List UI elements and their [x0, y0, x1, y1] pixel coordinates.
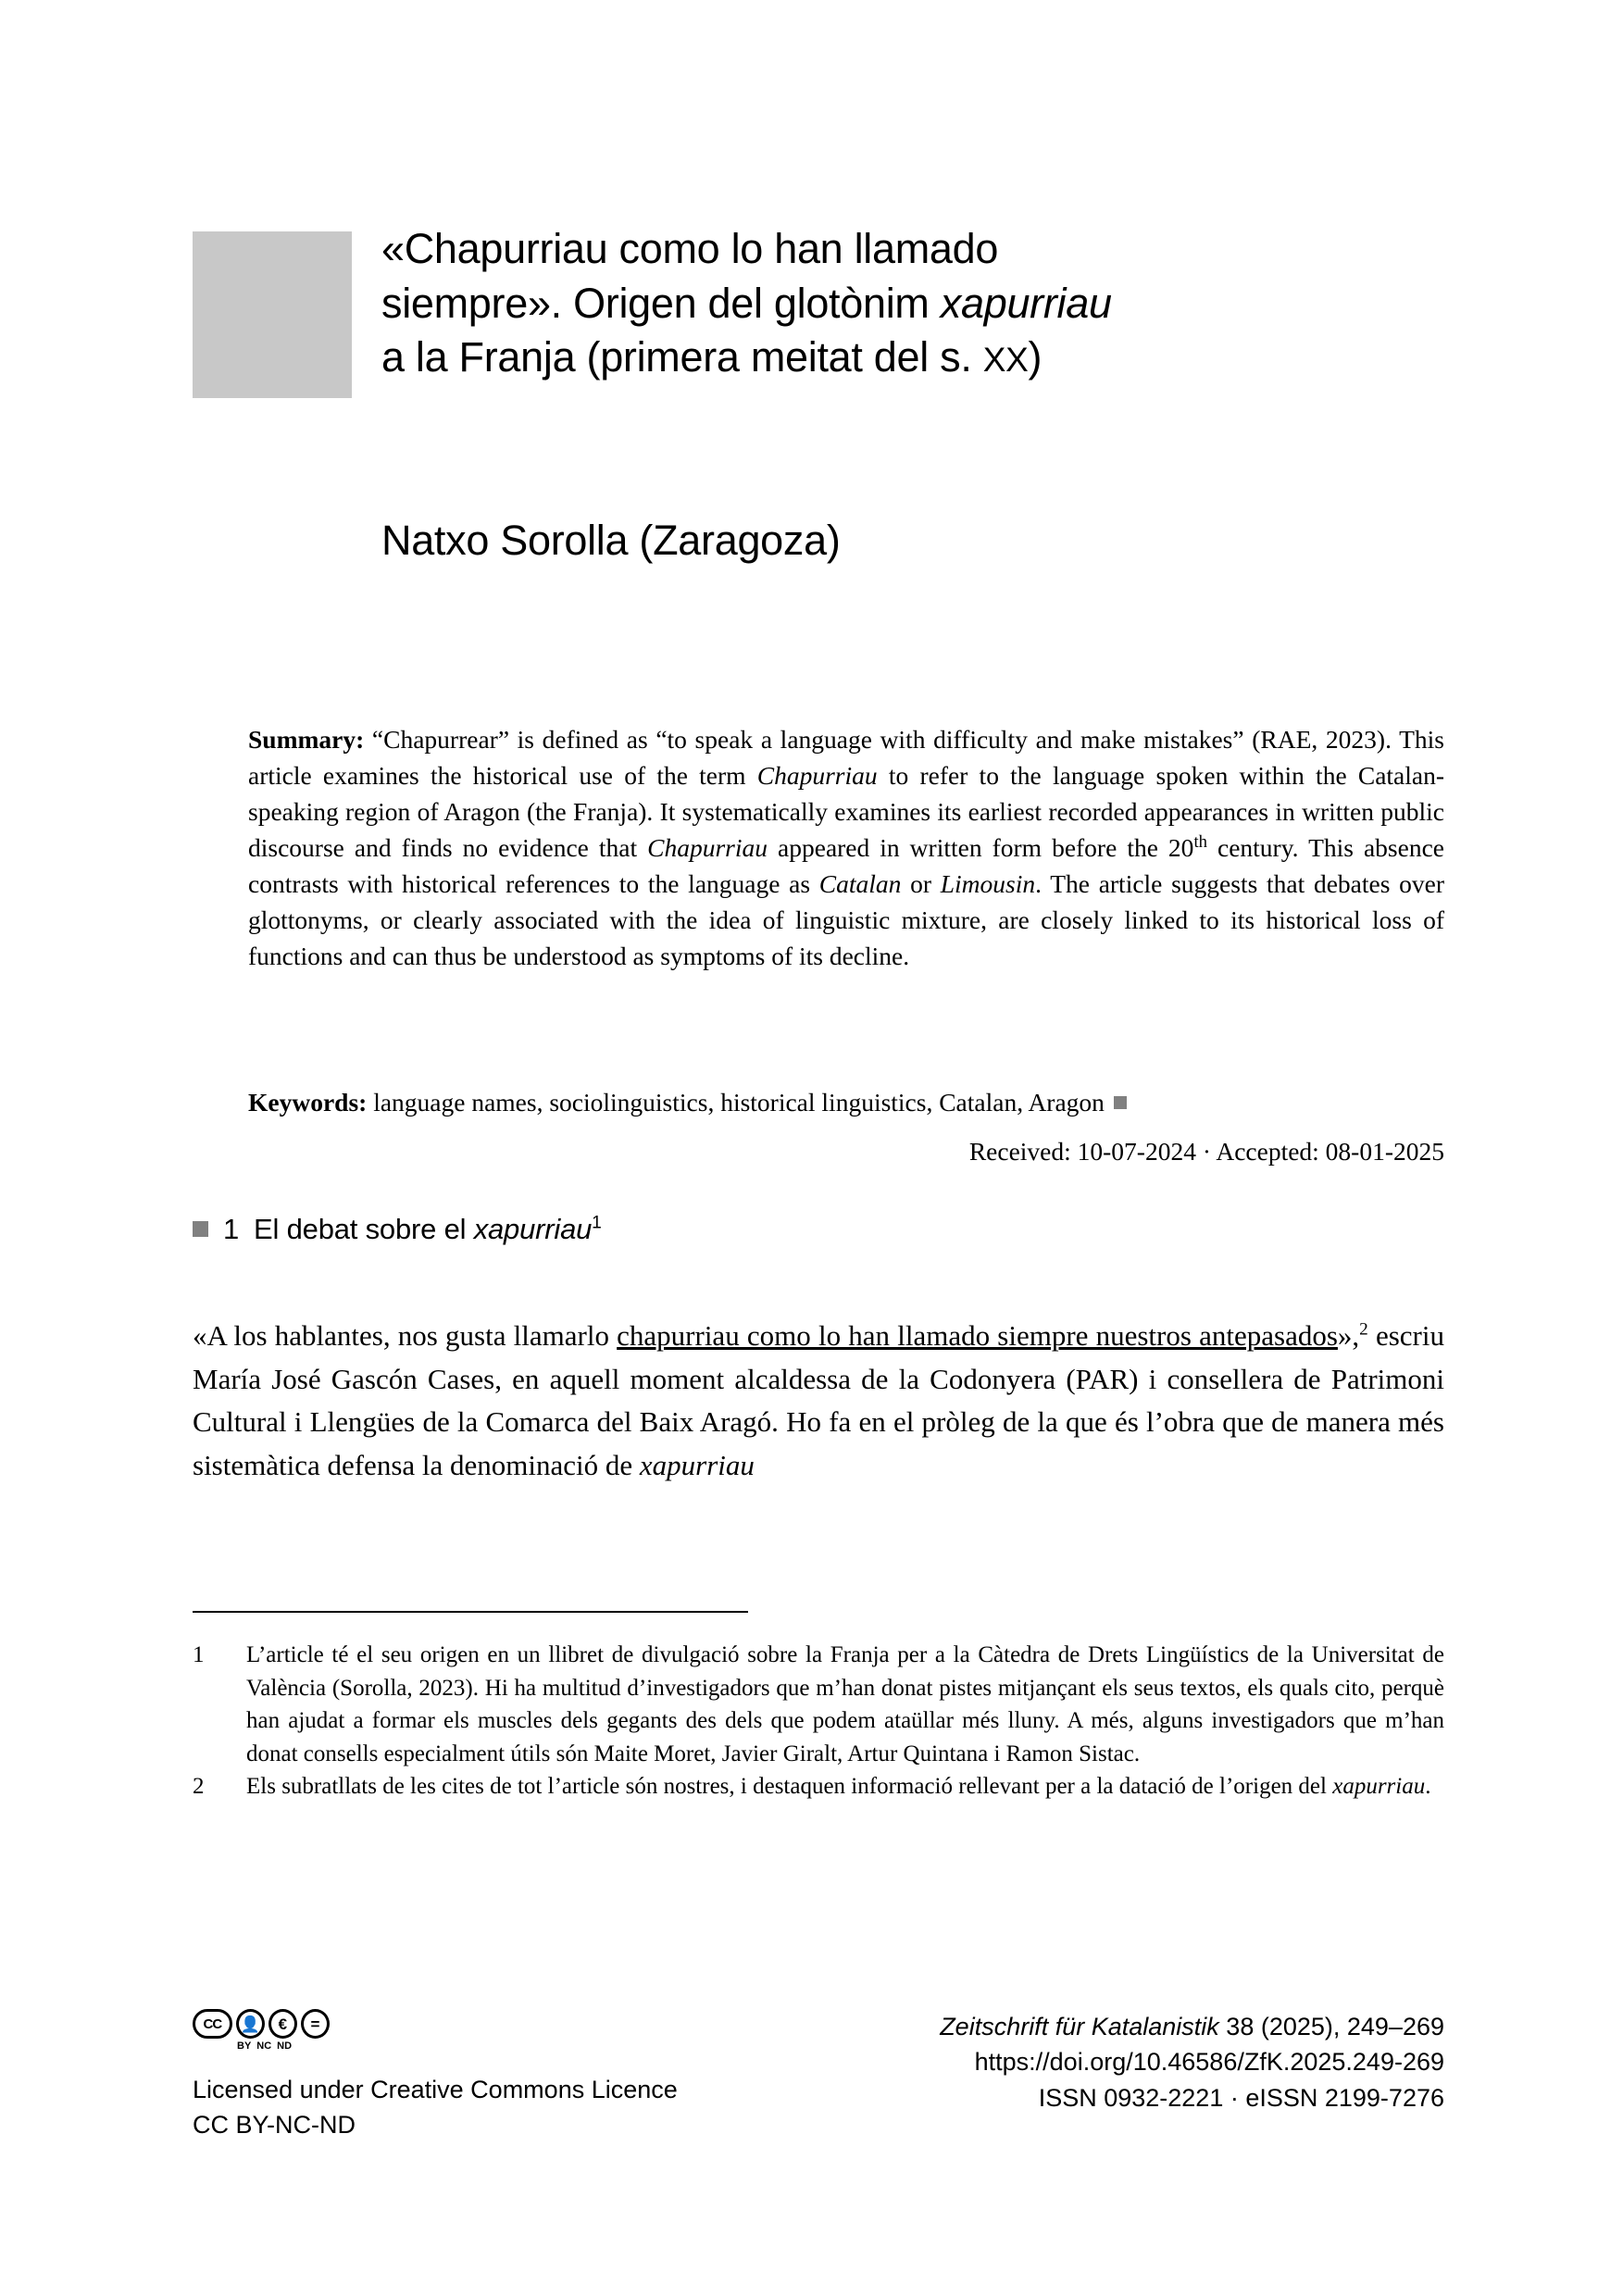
keywords-label: Keywords: [248, 1088, 368, 1117]
footnote-text [246, 1770, 1444, 1803]
footnote-number: 1 [193, 1642, 205, 1667]
footnote-item [193, 1639, 1444, 1770]
abstract-superscript: th [1193, 831, 1207, 852]
cc-nd-icon: = [301, 2009, 330, 2039]
doi-link[interactable]: https://doi.org/10.46586/ZfK.2025.249-269 [974, 2048, 1444, 2077]
section-title-italic: xapurriau [473, 1213, 593, 1245]
abstract-paragraph [248, 722, 1444, 975]
section-footnote-marker: 1 [592, 1213, 602, 1233]
footnote-item [193, 1770, 1444, 1803]
title-line-2-plain: siempre». Origen del glotònim [381, 279, 941, 327]
abstract-italic-2: Chapurriau [647, 832, 768, 862]
cc-by-icon: 👤 [236, 2009, 265, 2039]
body-text-2: », [1337, 1319, 1360, 1352]
title-line-1: «Chapurriau como lo han llamado [381, 225, 999, 272]
cc-label-nd: ND [277, 2040, 293, 2052]
abstract-text-5: or [901, 868, 941, 898]
journal-name: Zeitschrift für Katalanistik [940, 2013, 1219, 2040]
footnote-text-italic: xapurriau [1332, 1774, 1426, 1799]
body-footnote-marker: 2 [1359, 1319, 1368, 1340]
cc-nc-icon: € [268, 2009, 297, 2039]
license-line-2: CC BY-NC-ND [193, 2111, 356, 2140]
section-title-plain: El debat sobre el [254, 1213, 474, 1245]
abstract-text-1: “Chapurrear” is defined as “to speak a language with difficulty and make mistakes” (RAE, 2023). This article examines the historical use of the term [248, 725, 1444, 790]
footnote-number: 2 [193, 1774, 205, 1799]
body-italic-1: xapurriau [639, 1448, 755, 1481]
journal-reference [796, 2009, 1444, 2115]
abstract-italic-3: Catalan [818, 868, 902, 898]
issn-line: ISSN 0932-2221 · eISSN 2199-7276 [1038, 2083, 1444, 2112]
cc-label-nc: NC [256, 2040, 272, 2052]
abstract-text-4: century. This absence contrasts with historical references to the language as [248, 832, 1445, 898]
footnote-text: L’article té el seu origen en un llibret de divulgació sobre la Franja per a la Càtedra de Drets Lingüístics de la Universitat de València (Sorolla, 2023). Hi ha multitud d’investigadors que m’han donat pistes mitjançant els seus textos, els quals cito, perquè han ajudat a formar els muscles dels gegants des dels que podem ataüllar més lluny. A més, alguns investigadors que m’han donat consells especialment útils són Maite Moret, Javier Giralt, Artur Quintana i Ramon Sistac. [246, 1642, 1444, 1766]
title-gray-marker [193, 231, 352, 398]
title-line-2-italic: xapurriau [940, 279, 1112, 327]
section-number: 1 [223, 1213, 240, 1245]
author-name: Natxo Sorolla (Zaragoza) [381, 517, 841, 564]
body-underlined-quote: chapurriau como lo han llamado siempre nuestros antepasados [617, 1319, 1338, 1352]
abstract-text-6: . The article suggests that debates over glottonyms, or clearly associated with the idea of linguistic mixture, are closely linked to its historical loss of functions and can thus be understood as symptoms of its decline. [248, 868, 1444, 970]
footnote-text-end: . [1425, 1774, 1431, 1799]
title-block [193, 222, 1452, 385]
abstract-label: Summary: [248, 725, 365, 754]
cc-badge-circles [193, 2009, 330, 2039]
page-title [381, 222, 1452, 385]
footnotes-block [193, 1639, 1444, 1803]
title-line-3-smallcaps: XX [982, 341, 1029, 379]
title-line-3-plain: a la Franja (primera meitat del s. [381, 333, 983, 381]
license-text [193, 2072, 841, 2143]
keywords-line [248, 1085, 1444, 1121]
abstract-italic-1: Chapurriau [756, 760, 878, 790]
body-text-1: «A los hablantes, nos gusta llamarlo [193, 1319, 618, 1352]
body-paragraph [193, 1315, 1444, 1487]
cc-logo-icon: CC [193, 2009, 232, 2039]
received-accepted-dates: Received: 10-07-2024 · Accepted: 08-01-2025 [968, 1137, 1444, 1166]
license-line-1: Licensed under Creative Commons Licence [193, 2076, 678, 2103]
footnote-text-plain: Els subratllats de les cites de tot l’article són nostres, i destaquen informació rellevant per a la datació de l’origen del [246, 1774, 1333, 1799]
creative-commons-badge-icon [193, 2009, 330, 2057]
section-heading [193, 1213, 1452, 1246]
abstract-text-2: to refer to the language spoken within the Catalan-speaking region of Aragon (the Franja). It systematically examines its earliest recorded appearances in written public discourse and finds no evidence that [248, 760, 1445, 862]
cc-badge-labels [193, 2040, 330, 2052]
keywords-value: language names, sociolinguistics, historical linguistics, Catalan, Aragon [367, 1088, 1105, 1117]
footnote-separator-rule [193, 1611, 748, 1613]
abstract-text-3: appeared in written form before the 20 [768, 832, 1194, 862]
cc-label-by: BY [237, 2040, 252, 2052]
keywords-square-icon [1114, 1096, 1127, 1109]
body-text-3: escriu María José Gascón Cases, en aquell moment alcaldessa de la Codonyera (PAR) i consellera de Patrimoni Cultural i Llengües de la Comarca del Baix Aragó. Ho fa en el pròleg de la que és l’obra que de manera més sistemàtica defensa la denominació de [193, 1319, 1444, 1481]
journal-citation [796, 2009, 1444, 2044]
journal-issue: 38 (2025), 249–269 [1218, 2013, 1444, 2040]
section-square-icon [193, 1221, 208, 1237]
title-line-3-close: ) [1028, 333, 1042, 381]
abstract-italic-4: Limousin [940, 868, 1036, 898]
